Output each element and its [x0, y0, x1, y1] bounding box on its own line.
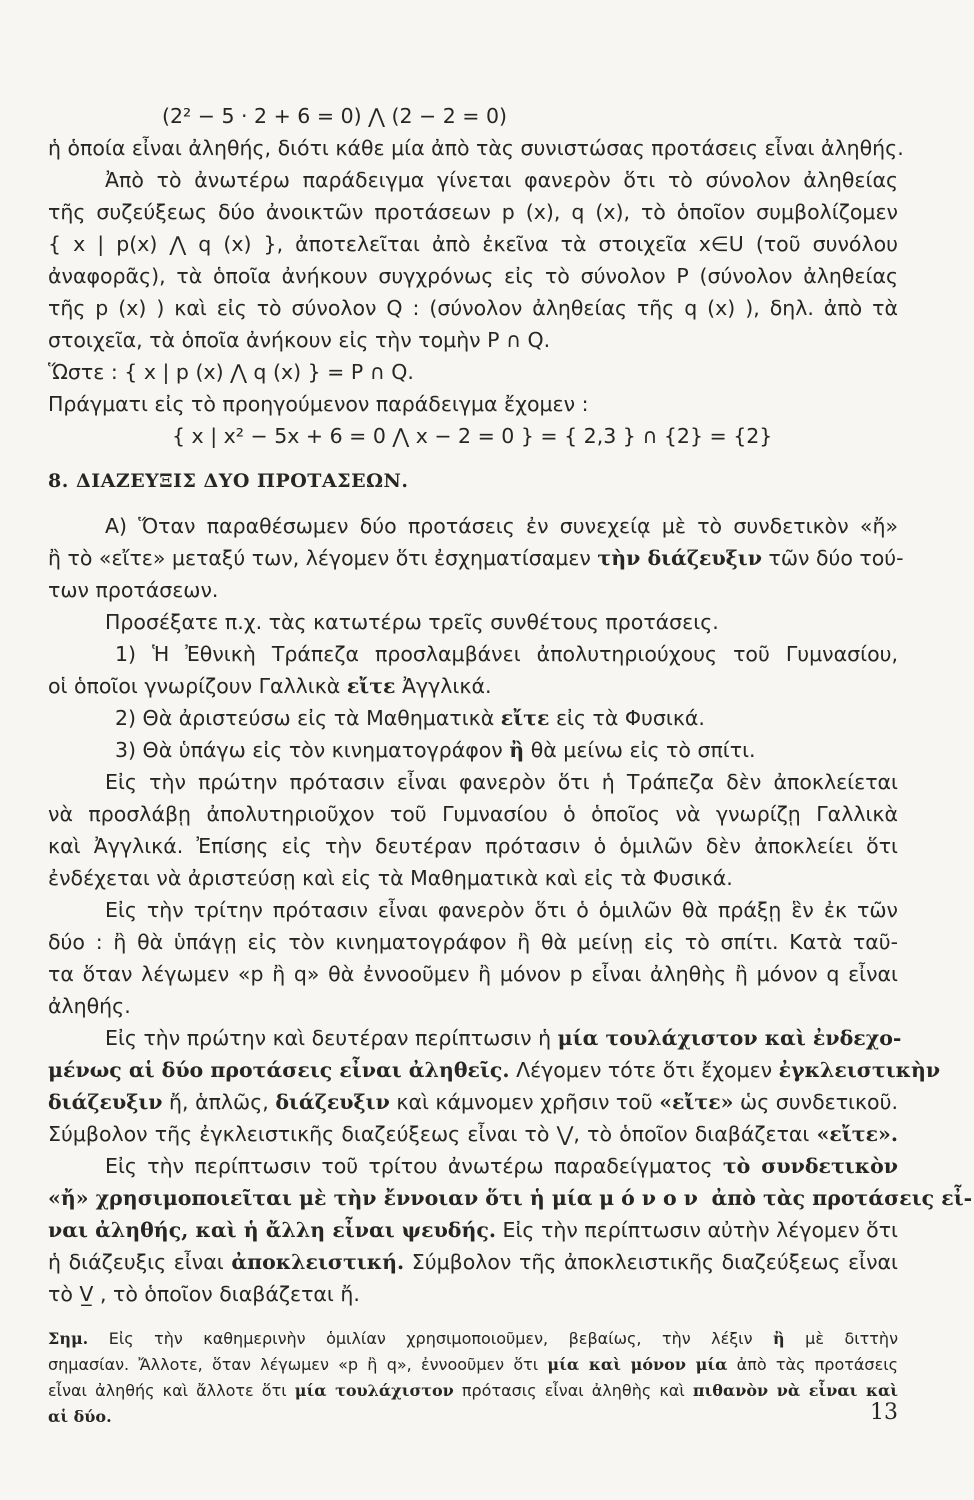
text-line: Εἰς τὴν πρώτην καὶ δευτέραν περίπτωσιν ἡ μία τουλάχιστον καὶ ἐνδεχο-: [105, 1026, 902, 1050]
text-line: μένως αἱ δύο προτάσεις εἶναι ἀληθεῖς. Λέγομεν τότε ὅτι ἔχομεν ἐγκλειστικὴν: [48, 1058, 941, 1082]
text-line: διάζευξιν ἤ, ἁπλῶς, διάζευξιν καὶ κάμνομεν χρῆσιν τοῦ «εἴτε» ὡς συνδετικοῦ.: [48, 1090, 898, 1114]
section-heading: 8. ΔΙΑΖΕΥΞΙΣ ΔΥΟ ΠΡΟΤΑΣΕΩΝ.: [48, 470, 409, 492]
text-line: Πράγματι εἰς τὸ προηγούμενον παράδειγμα ἔχομεν :: [48, 392, 589, 416]
example-3: 3) Θὰ ὑπάγω εἰς τὸν κινηματογράφον ἢ θὰ μείνω εἰς τὸ σπίτι.: [115, 738, 756, 762]
text-line: δύο : ἢ θὰ ὑπάγῃ εἰς τὸν κινηματογράφον ἢ θὰ μείνῃ εἰς τὸ σπίτι. Κατὰ ταῦ-: [48, 930, 898, 954]
text-line: τὸ V̲ , τὸ ὁποῖον διαβάζεται ἤ.: [48, 1282, 360, 1306]
text-line: Σύμβολον τῆς ἐγκλειστικῆς διαζεύξεως εἶναι τὸ ⋁, τὸ ὁποῖον διαβάζεται «εἴτε».: [48, 1122, 898, 1146]
text-line: Α) Ὅταν παραθέσωμεν δύο προτάσεις ἐν συνεχείᾳ μὲ τὸ συνδετικὸν «ἤ»: [105, 514, 898, 538]
text-line: ἡ διάζευξις εἶναι ἀποκλειστική. Σύμβολον τῆς ἀποκλειστικῆς διαζεύξεως εἶναι: [48, 1250, 898, 1274]
text-line: καὶ Ἀγγλικά. Ἐπίσης εἰς τὴν δευτέραν πρότασιν ὁ ὁμιλῶν δὲν ἀποκλείει ὅτι: [48, 834, 898, 858]
text-line: στοιχεῖα, τὰ ὁποῖα ἀνήκουν εἰς τὴν τομὴν P ∩ Q.: [48, 328, 551, 352]
text-line: Προσέξατε π.χ. τὰς κατωτέρω τρεῖς συνθέτους προτάσεις.: [105, 610, 719, 634]
page-number: 13: [870, 1400, 898, 1425]
text-line: ναι ἀληθής, καὶ ἡ ἄλλη εἶναι ψευδής. Εἰς τὴν περίπτωσιν αὐτὴν λέγομεν ὅτι: [48, 1218, 898, 1242]
text-line: { x | p(x) ⋀ q (x) }, ἀποτελεῖται ἀπὸ ἐκεῖνα τὰ στοιχεῖα x∈U (τοῦ συνόλου: [48, 232, 898, 256]
footnote-line: αἱ δύο.: [48, 1407, 112, 1426]
text-line: Εἰς τὴν πρώτην πρότασιν εἶναι φανερὸν ὅτι ἡ Τράπεζα δὲν ἀποκλείεται: [105, 770, 898, 794]
text-line: ἐνδέχεται νὰ ἀριστεύσῃ καὶ εἰς τὰ Μαθηματικὰ καὶ εἰς τὰ Φυσικά.: [48, 866, 733, 890]
formula-line: { x | x² − 5x + 6 = 0 ⋀ x − 2 = 0 } = { 2,3 } ∩ {2} = {2}: [172, 424, 773, 448]
text-line: των προτάσεων.: [48, 578, 219, 602]
text-line: τῆς p (x) ) καὶ εἰς τὸ σύνολον Q : (σύνολον ἀληθείας τῆς q (x) ), δηλ. ἀπὸ τὰ: [48, 296, 898, 320]
text-line: τῆς συζεύξεως δύο ἀνοικτῶν προτάσεων p (x), q (x), τὸ ὁποῖον συμβολίζομεν: [48, 200, 898, 224]
text-line: ἡ ὁποία εἶναι ἀληθής, διότι κάθε μία ἀπὸ τὰς συνιστώσας προτάσεις εἶναι ἀληθής.: [48, 136, 904, 160]
formula-line: (2² − 5 · 2 + 6 = 0) ⋀ (2 − 2 = 0): [162, 104, 507, 128]
footnote-line: Σημ. Εἰς τὴν καθημερινὴν ὁμιλίαν χρησιμοποιοῦμεν, βεβαίως, τὴν λέξιν ἢ μὲ διττὴν: [48, 1329, 899, 1348]
text-line: Ἀπὸ τὸ ἀνωτέρω παράδειγμα γίνεται φανερὸν ὅτι τὸ σύνολον ἀληθείας: [105, 168, 898, 192]
text-line: Εἰς τὴν τρίτην πρότασιν εἶναι φανερὸν ὅτι ὁ ὁμιλῶν θὰ πράξῃ ἓν ἐκ τῶν: [105, 898, 898, 922]
footnote-line: εἶναι ἀληθής καὶ ἄλλοτε ὅτι μία τουλάχιστον πρότασις εἶναι ἀληθὴς καὶ πιθανὸν νὰ εἶναι καὶ: [48, 1381, 899, 1400]
footnote-line: σημασίαν. Ἄλλοτε, ὅταν λέγωμεν «p ἢ q», ἐννοοῦμεν ὅτι μία καὶ μόνον μία ἀπὸ τὰς προτάσεις: [48, 1355, 899, 1374]
text-line: «ἤ» χρησιμοποιεῖται μὲ τὴν ἔννοιαν ὅτι ἡ μία μόνον ἀπὸ τὰς προτάσεις εἶ-: [48, 1186, 973, 1210]
text-line: τα ὅταν λέγωμεν «p ἢ q» θὰ ἐννοοῦμεν ἢ μόνον p εἶναι ἀληθὴς ἢ μόνον q εἶναι: [48, 962, 898, 986]
example-2: 2) Θὰ ἀριστεύσω εἰς τὰ Μαθηματικὰ εἴτε εἰς τὰ Φυσικά.: [115, 706, 705, 730]
text-line: Εἰς τὴν περίπτωσιν τοῦ τρίτου ἀνωτέρω παραδείγματος τὸ συνδετικὸν: [105, 1154, 898, 1178]
text-line: ἀληθής.: [48, 994, 131, 1018]
text-line: οἱ ὁποῖοι γνωρίζουν Γαλλικὰ εἴτε Ἀγγλικά.: [48, 674, 492, 698]
text-line: ἀναφορᾶς), τὰ ὁποῖα ἀνήκουν συγχρόνως εἰς τὸ σύνολον P (σύνολον ἀληθείας: [48, 264, 898, 288]
example-1: 1) Ἡ Ἐθνικὴ Τράπεζα προσλαμβάνει ἀπολυτηριούχους τοῦ Γυμνασίου,: [115, 642, 898, 666]
text-line: νὰ προσλάβῃ ἀπολυτηριοῦχον τοῦ Γυμνασίου ὁ ὁποῖος νὰ γνωρίζῃ Γαλλικὰ: [48, 802, 898, 826]
text-line: Ὥστε : { x | p (x) ⋀ q (x) } = P ∩ Q.: [48, 360, 414, 384]
text-line: ἢ τὸ «εἴτε» μεταξύ των, λέγομεν ὅτι ἐσχηματίσαμεν τὴν διάζευξιν τῶν δύο τού-: [48, 546, 904, 570]
